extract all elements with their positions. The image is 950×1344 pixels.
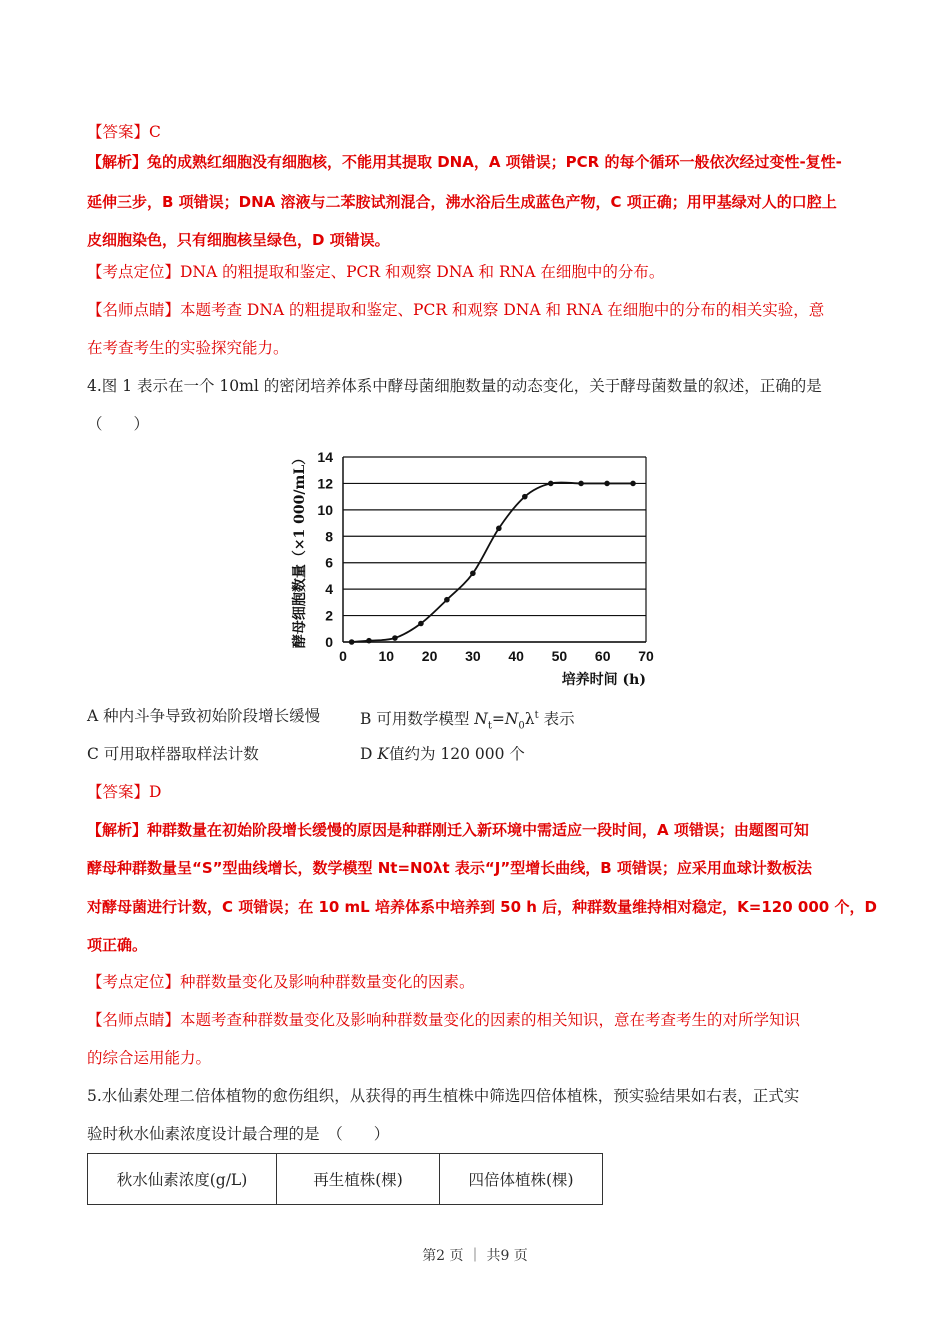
q4-dianjing-line-1: 【名师点睛】本题考查种群数量变化及影响种群数量变化的因素的相关知识，意在考查考生的对所学知识 (87, 1011, 801, 1029)
data-point (496, 526, 502, 532)
q4-option-b-eq: =N (491, 710, 519, 729)
x-tick-label: 10 (378, 648, 395, 664)
table-header-cell: 秋水仙素浓度(g/L) (88, 1154, 277, 1205)
y-axis-label: 酵母细胞数量（×1 000/mL） (292, 450, 308, 649)
x-tick-label: 50 (551, 648, 568, 664)
q5-stem-line-2: 验时秋水仙素浓度设计最合理的是 （ ） (87, 1125, 390, 1143)
x-tick-label: 0 (339, 648, 347, 664)
data-point (604, 481, 610, 487)
x-tick-label: 30 (465, 648, 481, 664)
q3-kaodian: 【考点定位】DNA 的粗提取和鉴定、PCR 和观察 DNA 和 RNA 在细胞中的分布。 (87, 263, 665, 281)
q4-stem-line-1: 4.图 1 表示在一个 10ml 的密闭培养体系中酵母菌细胞数量的动态变化，关于酵母菌数量的叙述，正确的是 (87, 377, 822, 395)
table-header-row (88, 1154, 603, 1205)
q4-option-b-prefix: B 可用数学模型 (360, 710, 475, 729)
x-tick-label: 70 (638, 648, 654, 664)
q4-option-c: C 可用取样器取样法计数 (87, 745, 259, 763)
q4-option-b-suffix: 表示 (538, 710, 575, 729)
q4-option-d (360, 744, 525, 764)
x-tick-label: 20 (421, 648, 438, 664)
q4-analysis-line-1: 【解析】种群数量在初始阶段增长缓慢的原因是种群刚迁入新环境中需适应一段时间，A 项错误；由题图可知 (87, 821, 809, 839)
q4-option-b-lambda: λ (524, 710, 535, 729)
y-tick-label: 4 (325, 581, 333, 598)
page-footer: 第2 页 ｜ 共9 页 (422, 1248, 528, 1264)
data-point (349, 639, 355, 645)
q3-dianjing-line-1: 【名师点睛】本题考查 DNA 的粗提取和鉴定、PCR 和观察 DNA 和 RNA 在细胞中的分布的相关实验，意 (87, 301, 825, 319)
q4-option-d-prefix: D (360, 745, 378, 763)
q5-stem-line-1: 5.水仙素处理二倍体植物的愈伤组织，从获得的再生植株中筛选四倍体植株，预实验结果如右表，正式实 (87, 1087, 800, 1105)
data-point (366, 638, 372, 644)
data-point (418, 621, 424, 627)
q4-option-a: A 种内斗争导致初始阶段增长缓慢 (87, 707, 321, 725)
q3-dianjing-line-2: 在考查考生的实验探究能力。 (87, 339, 289, 357)
y-tick-label: 14 (317, 449, 333, 465)
q4-option-b-sub-t: t (487, 720, 492, 732)
q4-option-d-suffix: 值约为 120 000 个 (388, 745, 525, 763)
q4-option-b-sup-t: t (534, 710, 539, 721)
q4-dianjing-line-2: 的综合运用能力。 (87, 1049, 212, 1067)
data-point (630, 481, 636, 487)
x-tick-label: 60 (594, 648, 611, 664)
table-header-cell: 四倍体植株(棵) (440, 1154, 603, 1205)
q5-table (87, 1153, 603, 1205)
data-point (548, 481, 554, 487)
y-tick-label: 10 (317, 501, 333, 518)
q4-option-b-sub-0: 0 (518, 720, 525, 732)
data-point (470, 570, 476, 576)
data-point (522, 494, 528, 500)
data-point (444, 597, 450, 603)
data-point (392, 635, 398, 641)
x-tick-label: 40 (508, 648, 524, 664)
y-tick-label: 8 (325, 528, 333, 545)
q4-analysis-line-3: 对酵母菌进行计数，C 项错误；在 10 mL 培养体系中培养到 50 h 后，种群数量维持相对稳定，K=120 000 个，D (87, 898, 877, 916)
y-tick-label: 2 (325, 607, 333, 624)
chart-svg (270, 445, 670, 695)
q4-analysis-line-4: 项正确。 (87, 936, 148, 954)
table-header-cell: 再生植株(棵) (277, 1154, 440, 1205)
q3-answer: 【答案】C (87, 123, 161, 141)
q4-kaodian: 【考点定位】种群数量变化及影响种群数量变化的因素。 (87, 973, 475, 991)
q4-stem-line-2: （ ） (87, 415, 150, 433)
q3-analysis-line-2: 延伸三步，B 项错误；DNA 溶液与二苯胺试剂混合，沸水浴后生成蓝色产物，C 项正确；用甲基绿对人的口腔上 (87, 193, 837, 211)
q4-answer: 【答案】D (87, 783, 162, 801)
q4-option-b (360, 706, 575, 736)
x-axis-label: 培养时间 (h) (561, 672, 646, 688)
q4-analysis-line-2: 酵母种群数量呈“S”型曲线增长，数学模型 Nt=N0λt 表示“J”型增长曲线，B 项错误；应采用血球计数板法 (87, 859, 812, 877)
q3-analysis-line-1: 【解析】兔的成熟红细胞没有细胞核，不能用其提取 DNA，A 项错误；PCR 的每个循环一般依次经过变性-复性- (87, 153, 842, 171)
y-tick-label: 12 (317, 475, 333, 492)
q4-option-b-model: N (474, 710, 488, 729)
q3-analysis-line-3: 皮细胞染色，只有细胞核呈绿色，D 项错误。 (87, 231, 390, 249)
yeast-growth-chart (270, 445, 670, 695)
y-tick-label: 6 (325, 554, 333, 571)
y-tick-label: 0 (325, 634, 333, 650)
q4-option-d-k: K (377, 745, 389, 763)
data-point (578, 481, 584, 487)
